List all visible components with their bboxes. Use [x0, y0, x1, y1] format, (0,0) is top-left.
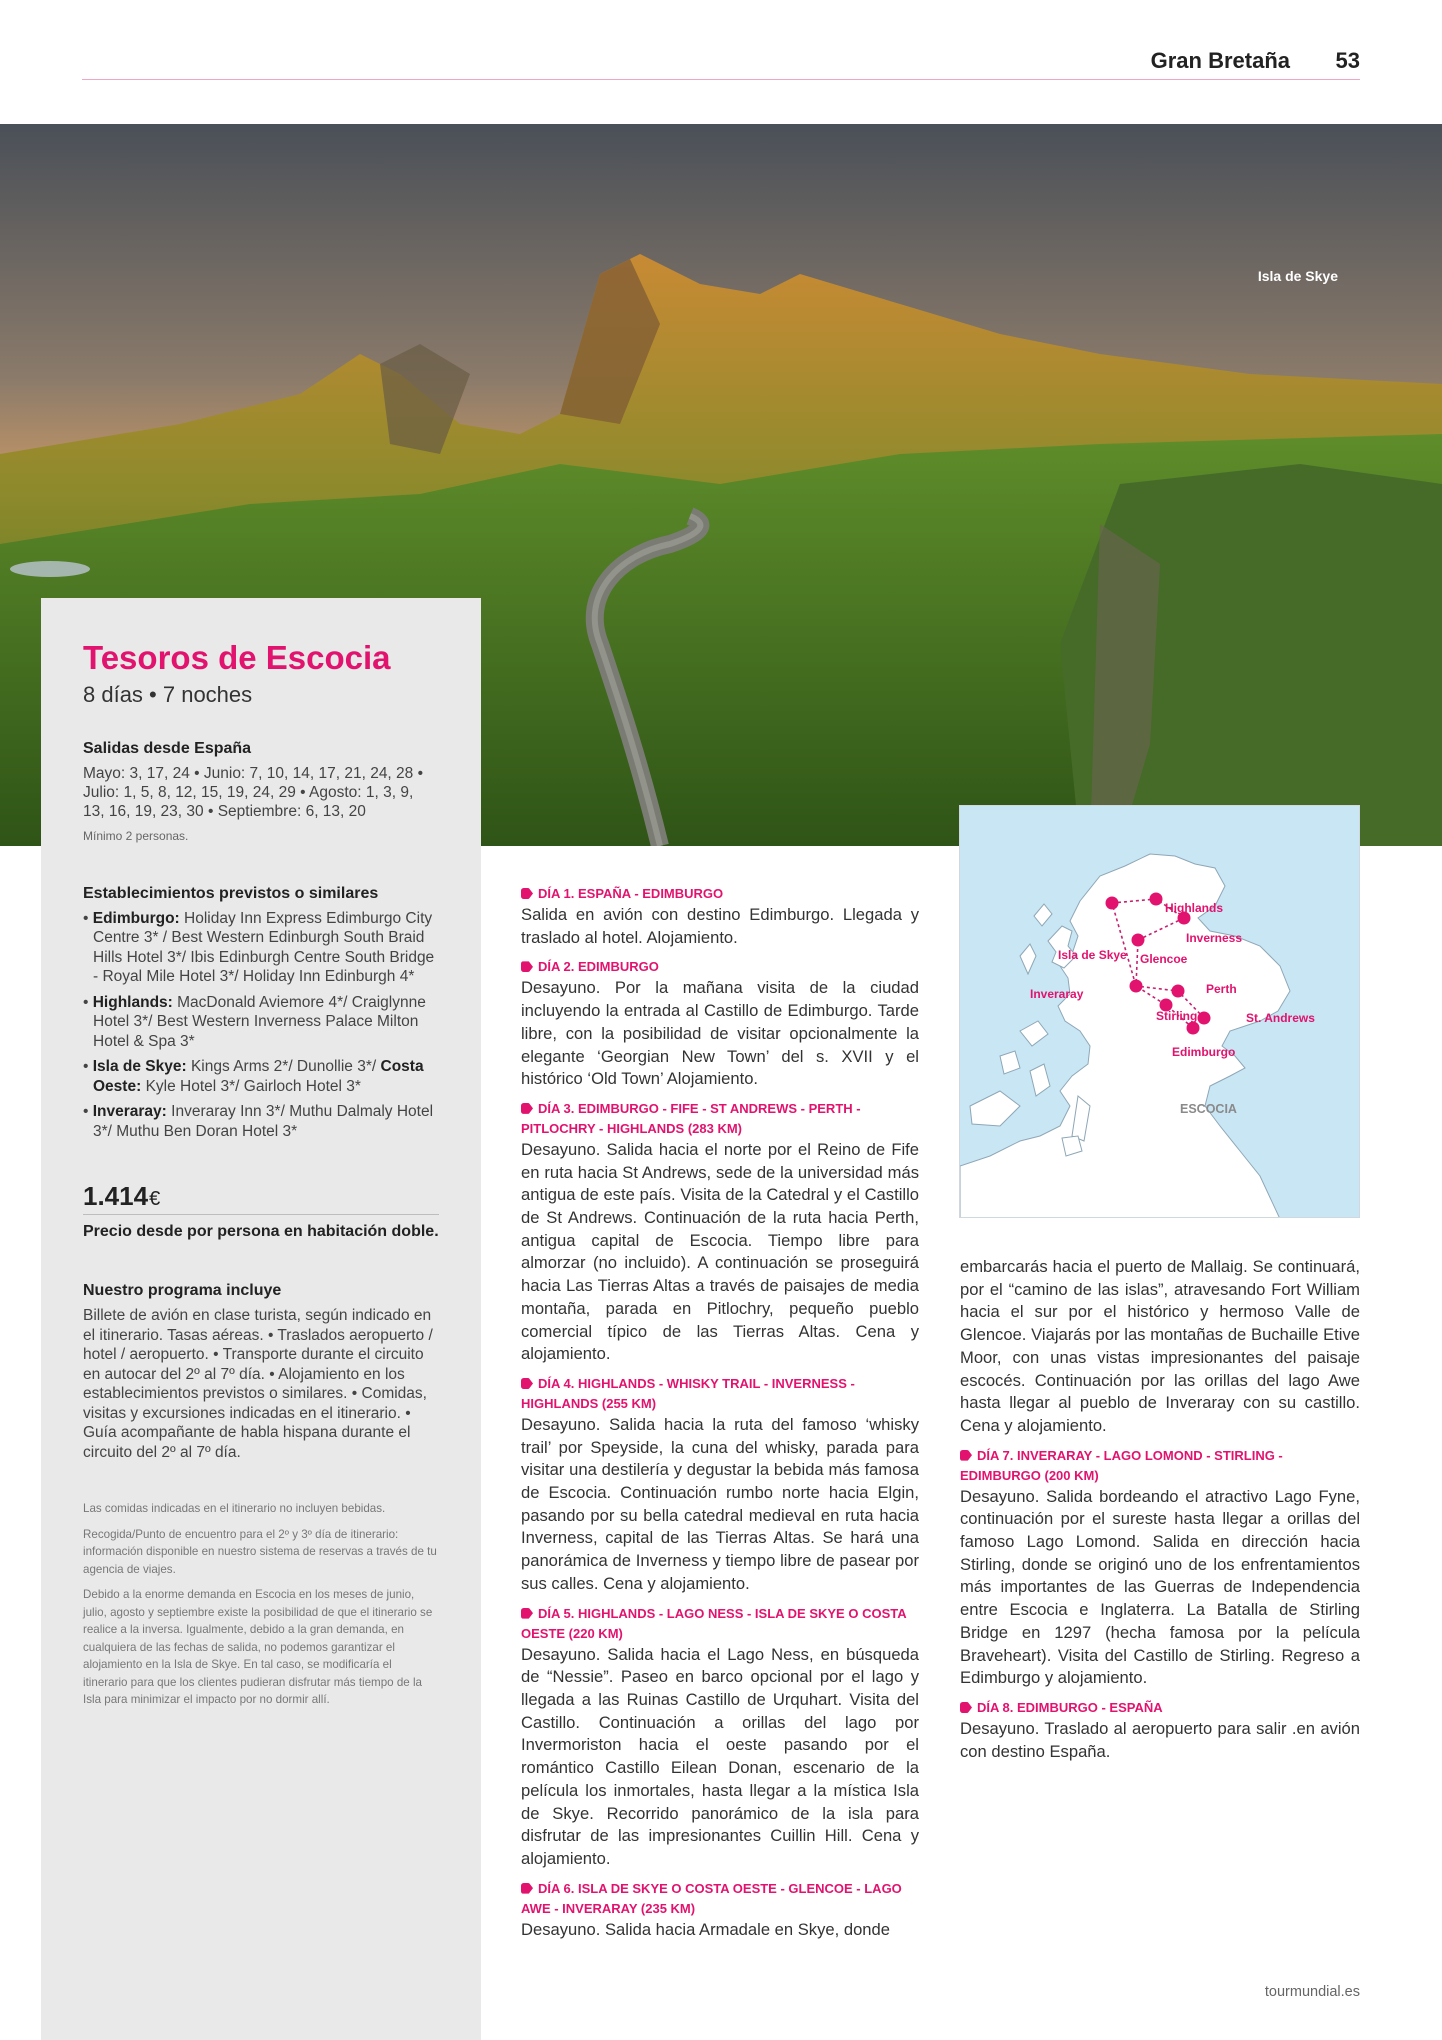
itinerary-day — [521, 1879, 919, 1942]
price-value: 1.414 — [83, 1181, 149, 1212]
day-title: DÍA 6. ISLA DE SKYE O COSTA OESTE - GLENCOE - LAGO AWE - INVERARAY (235 KM) — [521, 1880, 902, 1916]
hotel-names: MacDonald Aviemore 4*/ Craiglynne Hotel 3*/ Best Western Inverness Palace Milton Hotel & Spa 3* — [93, 993, 426, 1050]
incluye-title: Nuestro programa incluye — [83, 1282, 282, 1300]
day-title: DÍA 2. EDIMBURGO — [538, 959, 659, 975]
list-item: • Edimburgo: Holiday Inn Express Edimburgo City Centre 3* / Best Western Edinburgh South Braid Hills Hotel 3*/ Ibis Edinburgh Centre South Bridge - Royal Mile Hotel 3*/ Holiday Inn Edinburgh 4* — [83, 909, 435, 986]
itinerary-day — [521, 1099, 919, 1366]
itinerary-day — [960, 1446, 1360, 1690]
map-label-inveraray: Inveraray — [1030, 987, 1084, 1001]
itinerary-day — [521, 1604, 919, 1871]
day-title: DÍA 7. INVERARAY - LAGO LOMOND - STIRLING - EDIMBURGO (200 KM) — [960, 1447, 1283, 1483]
establecimientos-list — [83, 909, 439, 1142]
itinerary-column-1 — [521, 884, 919, 1949]
arrow-bullet-icon — [521, 888, 533, 899]
price-currency: € — [149, 1188, 161, 1211]
hotel-names: Holiday Inn Express Edimburgo City Centre 3* / Best Western Edinburgh South Braid Hills Hotel 3*/ Ibis Edinburgh Centre South Bridge - Royal Mile Hotel 3*/ Holiday Inn Edinburgh 4* — [93, 909, 435, 986]
hotel-place: Inveraray: — [92, 1103, 167, 1121]
note: Debido a la enorme demanda en Escocia en los meses de junio, julio, agosto y septiembre existe la posibilidad de que el itinerario se realice a la inversa. Igualmente, debido a la gran demanda, en cualquiera de las fechas de salida, no podemos garantizar el alojamiento en la Isla de Skye. En tal caso, se modificaría el itinerario para que los clientes pudieran disfrutar más tiempo de la Isla para minimizar el impacto por no dormir allí. — [83, 1588, 433, 1707]
arrow-bullet-icon — [521, 1103, 533, 1114]
arrow-bullet-icon — [960, 1702, 972, 1713]
itinerary-column-2 — [960, 1256, 1360, 1771]
day-text: Desayuno. Salida bordeando el atractivo Lago Fyne, continuación por el sureste hasta llegar a orillas del famoso Lago Lomond. Salida en dirección hacia Stirling, donde se originó uno de los enfrentamientos más importantes de las Guerras de Independencia entre Escocia e Inglaterra. La Batalla de Stirling Bridge en 1297 (hecha famosa por la película Braveheart). Visita del Castillo de Stirling. Regreso a Edimburgo y alojamiento. — [960, 1486, 1360, 1688]
map-point-inveraray — [1130, 980, 1143, 993]
day-text: Desayuno. Por la mañana visita de la ciudad incluyendo la entrada al Castillo de Edimburgo. Tarde libre, con la posibilidad de visitar opcionalmente la elegante ‘Georgian New Town’ del s. XVII y el histórico ‘Old Town’ Alojamiento. — [521, 978, 919, 1089]
hotel-names: Inveraray Inn 3*/ Muthu Dalmaly Hotel 3*/ Muthu Ben Doran Hotel 3* — [93, 1103, 434, 1140]
hotel-place: Costa Oeste: — [93, 1058, 424, 1095]
footer-url: tourmundial.es — [1264, 1984, 1360, 2000]
salidas-dates: Mayo: 3, 17, 24 • Junio: 7, 10, 14, 17, 21, 24, 28 • Julio: 1, 5, 8, 12, 15, 19, 24, 29 • Agosto: 1, 3, 9, 13, 16, 19, 23, 30 • Septiembre: 6, 13, 20 — [83, 764, 424, 820]
arrow-bullet-icon — [521, 961, 533, 972]
itinerary-day — [960, 1698, 1360, 1763]
trip-duration: 8 días • 7 noches — [83, 681, 253, 707]
trip-title: Tesoros de Escocia — [83, 639, 391, 676]
hotel-place: Edimburgo: — [92, 909, 180, 927]
day-title: DÍA 1. ESPAÑA - EDIMBURGO — [538, 886, 724, 901]
hotel-place: Highlands: — [92, 993, 173, 1011]
establecimientos-title: Establecimientos previstos o similares — [83, 884, 379, 902]
scotland-map — [960, 806, 1360, 1218]
map-point-st-andrews — [1198, 1012, 1211, 1025]
list-item: • Inveraray: Inveraray Inn 3*/ Muthu Dalmaly Hotel 3*/ Muthu Ben Doran Hotel 3* — [83, 1103, 434, 1140]
day-text: Desayuno. Salida hacia la ruta del famoso ‘whisky trail’ por Speyside, la cuna del whisky, parada para visitar una destilería y degustar la bebida más famosa de Escocia. Continuación rumbo norte hacia Elgin, pasando por su bella catedral medieval en ruta hacia Inverness, capital de las Tierras Altas. Se hará una panorámica de Inverness y tiempo libre de pasear por sus calles. Cena y alojamiento. — [521, 1414, 919, 1593]
hotel-names: Kings Arms 2*/ Dunollie 3*/ — [190, 1058, 377, 1076]
day-title: DÍA 4. HIGHLANDS - WHISKY TRAIL - INVERNESS - HIGHLANDS (255 KM) — [521, 1375, 855, 1411]
arrow-bullet-icon — [960, 1450, 972, 1461]
day-text: Desayuno. Salida hacia el Lago Ness, en búsqueda de “Nessie”. Paseo en barco opcional por el lago y llegada a las Ruinas Castillo de Urquhart. Visita del Castillo. Continuación a orillas del lago por Invermoriston hacia el oeste pasando por el romántico Castillo Eilean Donan, escenario de la película los inmortales, hasta llegar a la mística Isla de Skye. Recorrido panorámico de la isla para disfrutar de las impresionantes Cuillin Hill. Cena y alojamiento. — [521, 1644, 919, 1868]
hotel-place: Isla de Skye: — [92, 1058, 187, 1076]
map-label-glencoe: Glencoe — [1140, 952, 1188, 966]
map-label-highlands: Highlands — [1165, 901, 1224, 915]
map-point-highlands — [1150, 893, 1163, 906]
price-row — [83, 1181, 439, 1215]
day-title: DÍA 8. EDIMBURGO - ESPAÑA — [977, 1699, 1163, 1715]
page-header — [82, 44, 1360, 80]
map-label-country: ESCOCIA — [1180, 1102, 1237, 1116]
arrow-bullet-icon — [521, 1378, 533, 1389]
itinerary-day — [521, 884, 919, 949]
map-label-skye: Isla de Skye — [1058, 948, 1127, 962]
itinerary-day — [521, 1374, 919, 1596]
day-title: DÍA 3. EDIMBURGO - FIFE - ST ANDREWS - PERTH - PITLOCHRY - HIGHLANDS (283 KM) — [521, 1100, 861, 1136]
map-point-edimburgo — [1187, 1022, 1200, 1035]
day-title: DÍA 5. HIGHLANDS - LAGO NESS - ISLA DE SKYE O COSTA OESTE (220 KM) — [521, 1605, 907, 1641]
map-point-perth — [1172, 985, 1185, 998]
day-text: Desayuno. Salida hacia Armadale en Skye, donde — [521, 1919, 890, 1939]
map-point-glencoe — [1132, 934, 1145, 947]
hotel-names: Kyle Hotel 3*/ Gairloch Hotel 3* — [145, 1077, 361, 1095]
map-label-stirling: Stirling — [1156, 1009, 1198, 1023]
price-description: Precio desde por persona en habitación doble. — [83, 1223, 439, 1241]
day-text: Salida en avión con destino Edimburgo. Llegada y traslado al hotel. Alojamiento. — [521, 905, 919, 947]
map-point-skye — [1106, 897, 1119, 910]
list-item: • Highlands: MacDonald Aviemore 4*/ Craiglynne Hotel 3*/ Best Western Inverness Palace Milton Hotel & Spa 3* — [83, 993, 426, 1050]
map-label-inverness: Inverness — [1186, 931, 1243, 945]
list-item: • Isla de Skye: Kings Arms 2*/ Dunollie 3*/ Costa Oeste: Kyle Hotel 3*/ Gairloch Hotel 3* — [83, 1058, 424, 1095]
day-text: embarcarás hacia el puerto de Mallaig. Se continuará, por el “camino de las islas”, atravesando Fort William hacia el sur por el histórico y hermoso Valle de Glencoe. Viajarás por las montañas de Buchaille Etive Moor, con unas vistas impresionantes del paisaje escocés. Continuación por las orillas del lago Awe hasta llegar al pueblo de Inveraray con su castillo. Cena y alojamiento. — [960, 1257, 1360, 1435]
map-label-edimburgo: Edimburgo — [1172, 1045, 1236, 1059]
incluye-text: Billete de avión en clase turista, según indicado en el itinerario. Tasas aéreas. • Traslados aeropuerto / hotel / aeropuerto. • Transporte durante el circuito en autocar del 2º al 7º día. • Alojamiento en los establecimientos previstos o similares. • Comidas, visitas y excursiones indicadas en el itinerario. • Guía acompañante de habla hispana durante el circuito del 2º al 7º día. — [83, 1307, 433, 1461]
notes — [83, 1500, 439, 1709]
minimo-personas: Mínimo 2 personas. — [83, 828, 189, 843]
trip-info-panel — [41, 598, 481, 2040]
salidas-label: Salidas desde España — [83, 739, 252, 757]
itinerary-day — [521, 957, 919, 1091]
arrow-bullet-icon — [521, 1608, 533, 1619]
note: Las comidas indicadas en el itinerario no incluyen bebidas. — [83, 1502, 386, 1516]
map-label-perth: Perth — [1206, 982, 1237, 996]
page-number: 53 — [1335, 48, 1360, 73]
day-text: Desayuno. Salida hacia el norte por el Reino de Fife en ruta hacia St Andrews, sede de la universidad más antigua de este país. Visita de la Catedral y el Castillo de St Andrews. Continuación de la ruta hacia Perth, antigua capital de Escocia. Tiempo libre para almorzar (no incluido). A continuación se proseguirá hacia Las Tierras Altas a través de paisajes de media montaña, parada en Pitlochry, pequeño pueblo comercial típico de las Tierras Altas. Cena y alojamiento. — [521, 1139, 919, 1364]
section-title: Gran Bretaña — [1150, 48, 1290, 73]
day-text: Desayuno. Traslado al aeropuerto para salir .en avión con destino España. — [960, 1718, 1360, 1761]
arrow-bullet-icon — [521, 1883, 533, 1894]
itinerary-day — [960, 1256, 1360, 1438]
route-map — [959, 805, 1360, 1218]
note: Recogida/Punto de encuentro para el 2º y 3º día de itinerario: información disponible en nuestro sistema de reservas a través de tu agencia de viajes. — [83, 1527, 437, 1576]
hero-caption: Isla de Skye — [1257, 268, 1338, 284]
map-label-st-andrews: St. Andrews — [1246, 1011, 1315, 1025]
